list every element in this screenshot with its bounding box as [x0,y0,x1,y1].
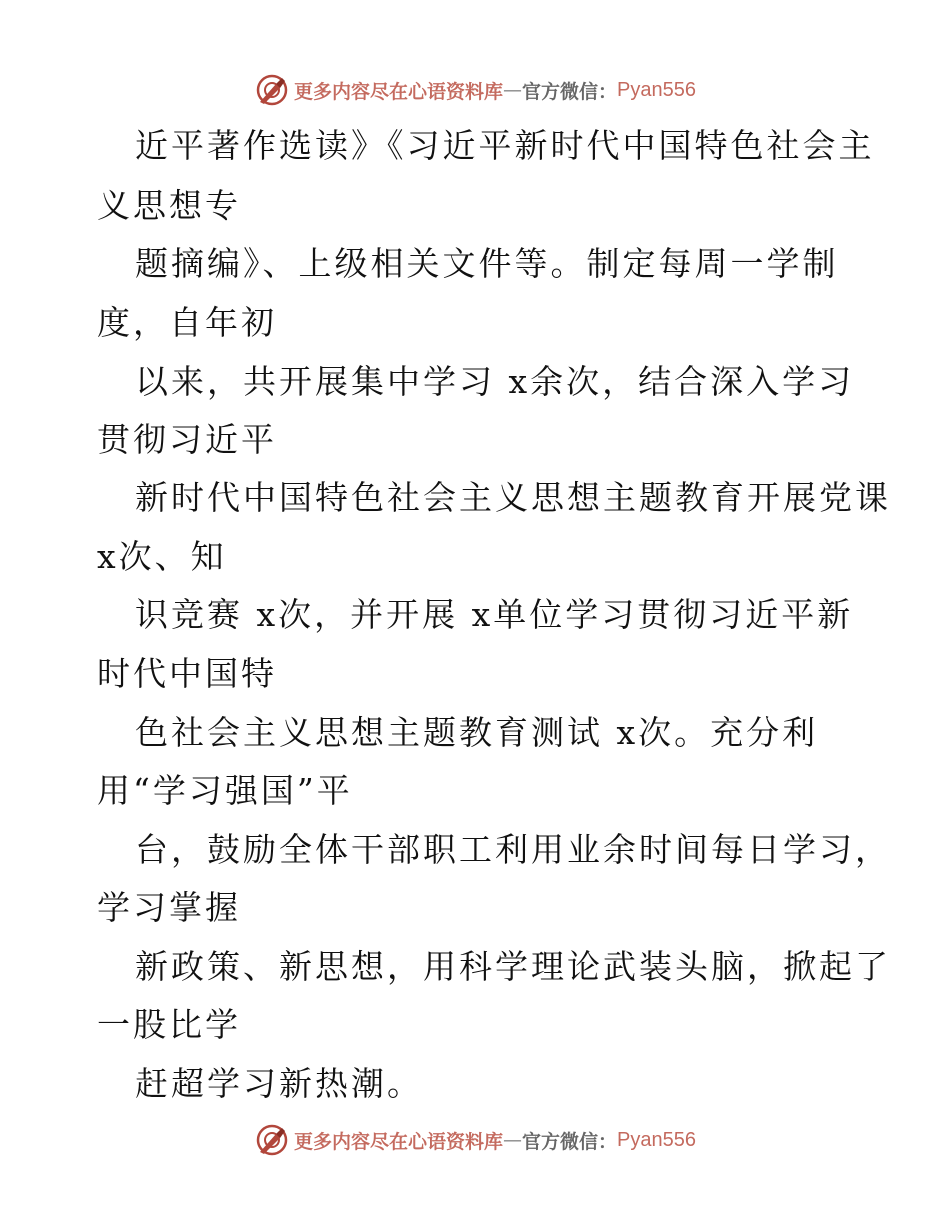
text-line: 识竞赛 x次，并开展 x单位学习贯彻习近平新 [135,595,854,634]
watermark-main-text: 更多内容尽在心语资料库 [294,1130,504,1153]
text-line: 用“学习强国”平 [97,771,353,810]
text-line: 题摘编》、上级相关文件等。制定每周一学制 [135,244,839,283]
watermark-account-id: Pyan556 [617,78,696,101]
text-line: x次、知 [97,537,227,576]
text-line: 贯彻习近平 [97,420,277,459]
pen-logo-icon [254,72,290,108]
watermark-official-label: 官方微信： [522,1130,618,1153]
text-line: 一股比学 [97,1005,241,1044]
text-line: 新政策、新思想，用科学理论武装头脑，掀起了 [135,947,891,986]
footer-watermark [0,1120,950,1160]
text-line: 以来，共开展集中学习 x余次，结合深入学习 [135,362,855,401]
watermark-official-label: 官方微信： [522,80,618,103]
watermark-account-id: Pyan556 [617,1128,696,1151]
text-line: 赶超学习新热潮。 [135,1064,423,1103]
text-line: 色社会主义思想主题教育测试 x次。充分利 [135,713,819,752]
text-line: 台，鼓励全体干部职工利用业余时间每日学习， [135,830,891,869]
text-line: 时代中国特 [97,654,277,693]
header-watermark [0,70,950,110]
text-line: 新时代中国特色社会主义思想主题教育开展党课 [135,478,891,517]
text-line: 学习掌握 [97,888,241,927]
watermark-dash: — [503,1129,523,1151]
text-line: 近平著作选读》《习近平新时代中国特色社会主 [135,126,875,165]
watermark-dash: — [503,79,523,101]
pen-logo-icon [254,1122,290,1158]
text-line: 义思想专 [97,186,241,225]
text-line: 度，自年初 [97,303,277,342]
watermark-main-text: 更多内容尽在心语资料库 [294,80,504,103]
